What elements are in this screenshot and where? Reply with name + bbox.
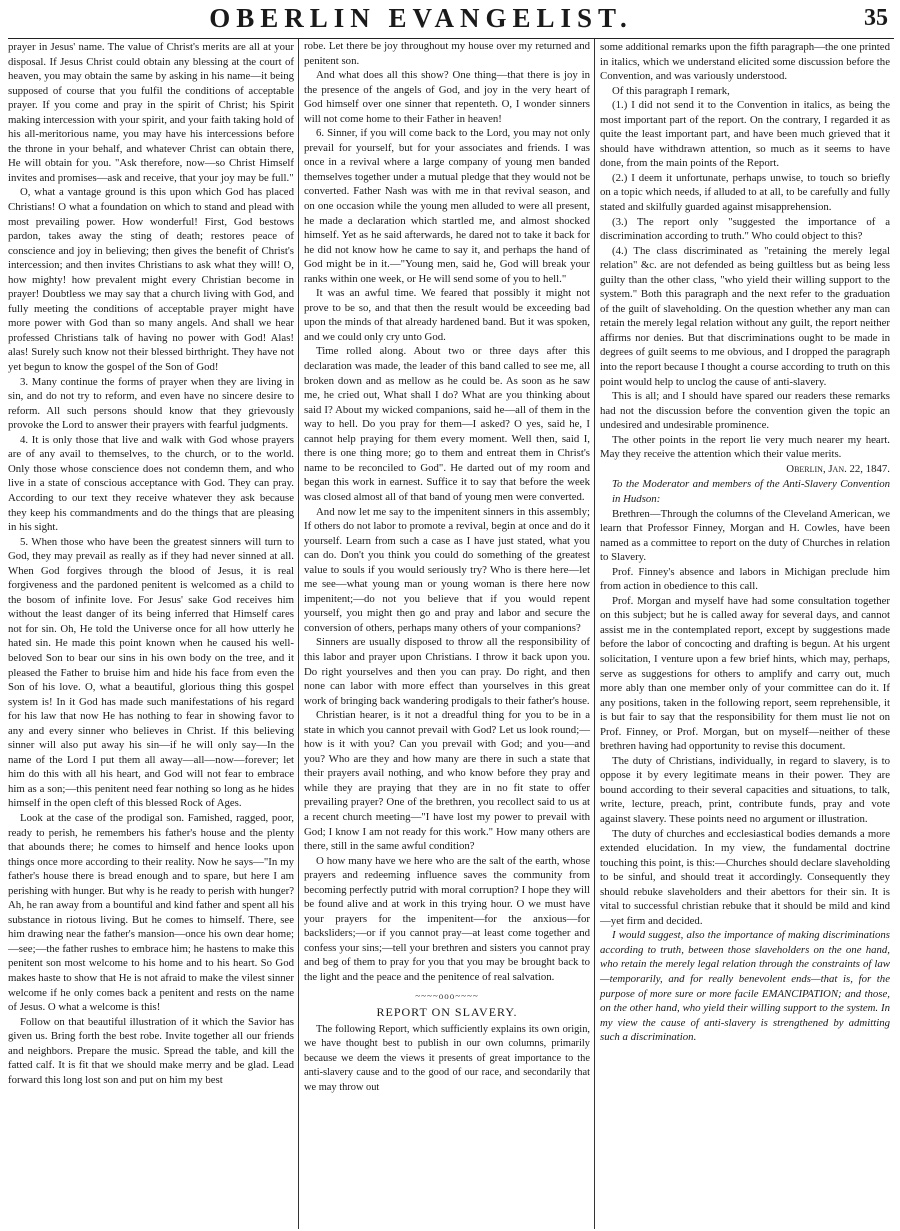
masthead (8, 4, 894, 39)
paragraph: 6. Sinner, if you will come back to the Lord, you may not only prevail for yourself, but for your associates and friends. I was once in a revival where a large company of young men banded themselves together under a mutual pledge that they would not be converted. Father Nash was with me in that revival season, and on one occasion while the young men alluded to were all present, he made a declaration which startled me, and almost shocked himself. Yet as he said afterwards, he dared not to take it back for he did not know how he came to say it, and perhaps the hand of God might be in it.—"Young men, said he, God will break your ranks within one week, or He will send some of you to hell." (304, 127, 590, 285)
paragraph: This is all; and I should have spared our readers these remarks had not the discussion before the convention given the topic an undesired and undesirable prominence. (600, 390, 890, 432)
paragraph: (1.) I did not send it to the Convention in italics, as being the most important part of the report. On the contrary, I regarded it as quite the least important part, and have been much grieved that it should have withdrawn attention, so much as it seems to have done, from the main points of the Report. (600, 99, 890, 170)
paragraph: O, what a vantage ground is this upon which God has placed Christians! O what a foundation on which to stand and plead with most prevailing power. How wonderful! First, God bestows pardon, takes away the sting of death; restores peace of conscience and joy in believing; then gives the benefit of Christ's intercession; and then invites Christians to ask what they will! O, how mighty! how prevalent might every Christian become in prayer! Doubtless we may say that a church living with God, and fully meeting the conditions of acceptable prayer might have more power with God than so many angels. And shall we hear professed Christians talk of having no power with God! Alas! alas! Surely such know not their blessed birthright. They have not yet begun to know the gospel of the Son of God! (8, 186, 294, 374)
paragraph: Sinners are usually disposed to throw all the responsibility of this labor and prayer upon Christians. I throw it back upon you. Do right yourselves and then you can pray. Do right, and then none can labor with more effect than yourselves in this great work of bringing back wandering prodigals to their father's house. (304, 636, 590, 707)
paragraph: The duty of Christians, individually, in regard to slavery, is to oppose it by every legitimate means in their power. They are bound according to their several capacities and situations, to talk, write, lecture, preach, print, contribute funds, pray and vote against slavery. These points need no argument or illustration. (600, 754, 890, 825)
paragraph: And what does all this show? One thing—that there is joy in the presence of the angels of God, and joy in the very heart of God himself over one sinner that repenteth. O, I wonder sinners will not come home to their Father in heaven! (304, 69, 590, 125)
section-separator: ~~~~ooo~~~~ (415, 990, 479, 1001)
paragraph: 4. It is only those that live and walk with God whose prayers are of any avail to themselves, to the church, or to the world. Only those whose conscience does not condemn them, and who live in a state of conscious acceptance with God. They can pray. According to our text they receive whatever they ask because they keep his commandments and do the things that are pleasing in his sight. (8, 433, 294, 534)
paragraph: 3. Many continue the forms of prayer when they are living in sin, and do not try to reform, and even have no sincere desire to reform. All such persons should know that they grievously provoke the Lord to answer their prayers with fearful judgments. (8, 375, 294, 432)
italic-paragraph: I would suggest, also the importance of making discriminations according to truth, between those slaveholders on the one hand, who retain the merely legal relation through the constraints of law—temporarily, and for really benevolent ends—that is, for the purpose of more sure or more facile EMANCIPATION; and those, on the other hand, who yield their willing support to the system. In my view the cause of anti-slavery is strengthened by admitting such a discrimination. (600, 929, 890, 1044)
paragraph: Follow on that beautiful illustration of it which the Savior has given us. Bring forth the best robe. Invite together all our friends and neighbors. Prepare the music. Spread the table, and kill the fatted calf. It is fit that we should make merry and be glad. Lead forward this long lost son and put on him my best (8, 1015, 294, 1086)
column-3 (594, 39, 890, 1229)
paragraph: The other points in the report lie very much nearer my heart. May they receive the attention which their value merits. (600, 433, 890, 461)
paragraph: Look at the case of the prodigal son. Famished, ragged, poor, ready to perish, he remembers his father's house and the plenty that abounds there; he comes to himself and hence looks upon things once more according to their reality. Now he says—"In my father's house there is bread enough and to spare, but here I am perishing with hunger. But why is he ready to perish with hunger? Ah, he ran away from a bountiful and kind father and spent all his substance in riotous living. But he comes to himself. There, see him drawing near the father's mansion—once his own dear home;—see;—the father rushes to embrace him; he hastens to make this penitent son most welcome to his home and to his heart. So God makes haste to show that He is not afraid to make the vilest sinner welcome if he only comes back a penitent and rests on the name of Jesus. O what a welcome is this! (8, 811, 294, 1014)
paragraph: some additional remarks upon the fifth paragraph—the one printed in italics, which we understand elicited some discussion before the Convention, and was variously understood. (600, 41, 890, 83)
letter-address: To the Moderator and members of the Anti-Slavery Convention in Hudson: (612, 478, 890, 505)
section-title: REPORT ON SLAVERY. (376, 1005, 518, 1020)
paragraph: The duty of churches and ecclesiastical bodies demands a more extended elucidation. In my view, the fundamental doctrine touching this point, is this:—Churches should declare slaveholding to be sinful, and should treat it accordingly. Consequently they should rebuke slaveholders and their abettors for their sin. It is vital to successful christian rebuke that it should be mild and kind—yet firm and decided. (600, 827, 890, 927)
paragraph: O how many have we here who are the salt of the earth, whose prayers and redeeming influence saves the community from becoming perfectly putrid with moral corruption? I hope they will be found alive and at work in this trying hour. O we must have your prayers for the impenitent—for the anxious—for backsliders;—or if you cannot pray—at least come together and confess your sins;—tell your brethren and sisters you cannot pray and beg of them to pray for you that you may be brought back to the light and the peace and the penitence of real salvation. (304, 854, 590, 983)
paragraph: And now let me say to the impenitent sinners in this assembly; If others do not labor to promote a revival, begin at once and do it yourself. Learn from such a case as I have just stated, what you can do. Don't you think you could do something of the greatest value to souls if you would seriously try? Who is there here—let me see—what young man or young woman is there here now impenitent;—do not you believe that if you would repent yourself, you might then go and pray and labor and secure the conversion of others, perhaps many others of your companions? (304, 505, 590, 634)
article-columns (8, 39, 894, 1229)
page-number: 35 (864, 5, 888, 31)
paragraph: (3.) The report only "suggested the importance of a discrimination according to truth." Who could object to this? (600, 215, 890, 243)
paragraph: It was an awful time. We feared that possibly it might not prove to be so, and that then the result would be exceeding bad upon the minds of that already hardened band. But it was spoken, and we could only cry unto God. (304, 287, 590, 343)
paragraph: Of this paragraph I remark, (612, 84, 730, 97)
paragraph: Prof. Morgan and myself have had some consultation together on this subject; but he is called away for several days, and cannot assist me in the contemplated report, except by suggestions made before the labor of concocting and drafting is begun. At his urgent solicitation, I venture upon a few brief hints, which may, perhaps, serve as suggestions for others to amplify and carry out, much more ably than one member only of your committee can do it. If any positions, taken in the following report, seem reprehensible, it is but fair to say that the responsibility for them must lie not on Prof. Finney, or Prof. Morgan, but on myself—neither of these brethren having had opportunity to revise this document. (600, 594, 890, 753)
paragraph: (4.) The class discriminated as "retaining the merely legal relation" &c. are not defended as being guiltless but as being less guilty than the other class, "who yield their willing support to the system." Both this paragraph and the next refer to the graduation of the guilt of slaveholding. On the question whether any man can retain the merely legal relation without any guilt, the report neither affirms nor denies. But that discriminations ought to be made in degrees of guilt seems to me obvious, and I dropped the paragraph into the report because I thought a course according to truth on this point would help to unclog the cause of anti-slavery. (600, 244, 890, 388)
column-1 (8, 39, 298, 1229)
paragraph: (2.) I deem it unfortunate, perhaps unwise, to touch so briefly on a topic which needs, if alluded to at all, to be carefully and fully stated and skilfully guarded against misapprehension. (600, 171, 890, 214)
column-2 (298, 39, 594, 1229)
paragraph: Prof. Finney's absence and labors in Michigan preclude him from action in obedience to this call. (600, 565, 890, 593)
paragraph: robe. Let there be joy throughout my house over my returned and penitent son. (304, 40, 590, 67)
section-intro: The following Report, which sufficiently explains its own origin, we have thought best to publish in our own columns, primarily because we deem the views it presents of great importance to the anti-slavery cause and to the good of our race, and secondarily that we may throw out (304, 1023, 590, 1093)
paragraph: Christian hearer, is it not a dreadful thing for you to be in a state in which you cannot prevail with God? Let us look round;—how is it with you? Can you prevail with God; and you—and you? Who are they and how many are there in such a state that their prayers avail nothing, and who know before they pray and while they are praying that they are in no fit state to offer prevailing prayer? One of the brethren, you recollect said to us at a recent church meeting—"I have lost my power to prevail with God; I know I am not ready for this work." How many others are there, still in the same awful condition? (304, 709, 590, 853)
masthead-title: OBERLIN EVANGELIST. (209, 3, 633, 33)
paragraph: prayer in Jesus' name. The value of Christ's merits are all at your disposal. If Jesus Christ could obtain any blessing at the court of heaven, you may obtain the same by asking in his name—it being supposed of course that you fulfil the conditions of acceptable prayer. If you come and pray in the spirit of Christ; his Spirit making intercession with your spirit, and your faith taking hold of his all-meritorious name, you may have his intercessions before the throne in your behalf, and whatever Christ can obtain there, He will obtain for you. "Ask therefore, now—so Christ Himself invites and promises—ask and receive, that your joy may be full." (8, 41, 294, 184)
paragraph: Time rolled along. About two or three days after this declaration was made, the leader of this band called to see me, all broken down and as mellow as he could be. As soon as he saw me, he cried out, What shall I do? What are you thinking about said I? About my wicked companions, said he—all of them in the way to hell. Do you pray for them—I asked? O yes, said he, I cannot help praying for them every moment. Well then, said I, there is one thing more; go to them and entreat them in Christ's name to be reconciled to God". He darted out of my room and began this work in earnest. Suffice it to say that before the week was closed almost all of that band of young men were converted. (304, 345, 590, 503)
dateline: Oberlin, Jan. 22, 1847. (786, 462, 890, 475)
paragraph: 5. When those who have been the greatest sinners will turn to God, they may prevail as really as if they had never sinned at all. When God forgives through the blood of Jesus, it is real forgiveness and the pardoned penitent is welcomed as a child to the bosom of infinite love. For Jesus' sake God receives him without the least danger of its being inferred that Himself cares not for sin. Oh, He told the Universe once for all how utterly he hated sin. He made this point known when he caused his well-beloved Son to bear our sins in his own body on the tree, and it pleased the Father to bruise him and hide his face from even the Son of his love. O, what a beautiful, glorious thing this gospel system is! In it God has made such manifestations of his regard for his law that now He has nothing to fear in showing favor to any and every sinner who believes in Christ. If this believing sinner will also put away his sin—if he will only say—In the name of the Lord I put them all away—all—now—forever; let him do this with all his heart, and God will not fear to embrace him as a son;—this penitent need fear nothing so long as he hides himself in the open cleft of this blessed Rock of Ages. (8, 535, 294, 810)
paragraph: Brethren—Through the columns of the Cleveland American, we learn that Professor Finney, Morgan and H. Cowles, have been named as a committee to report on the duty of Churches in relation to Slavery. (600, 507, 890, 564)
